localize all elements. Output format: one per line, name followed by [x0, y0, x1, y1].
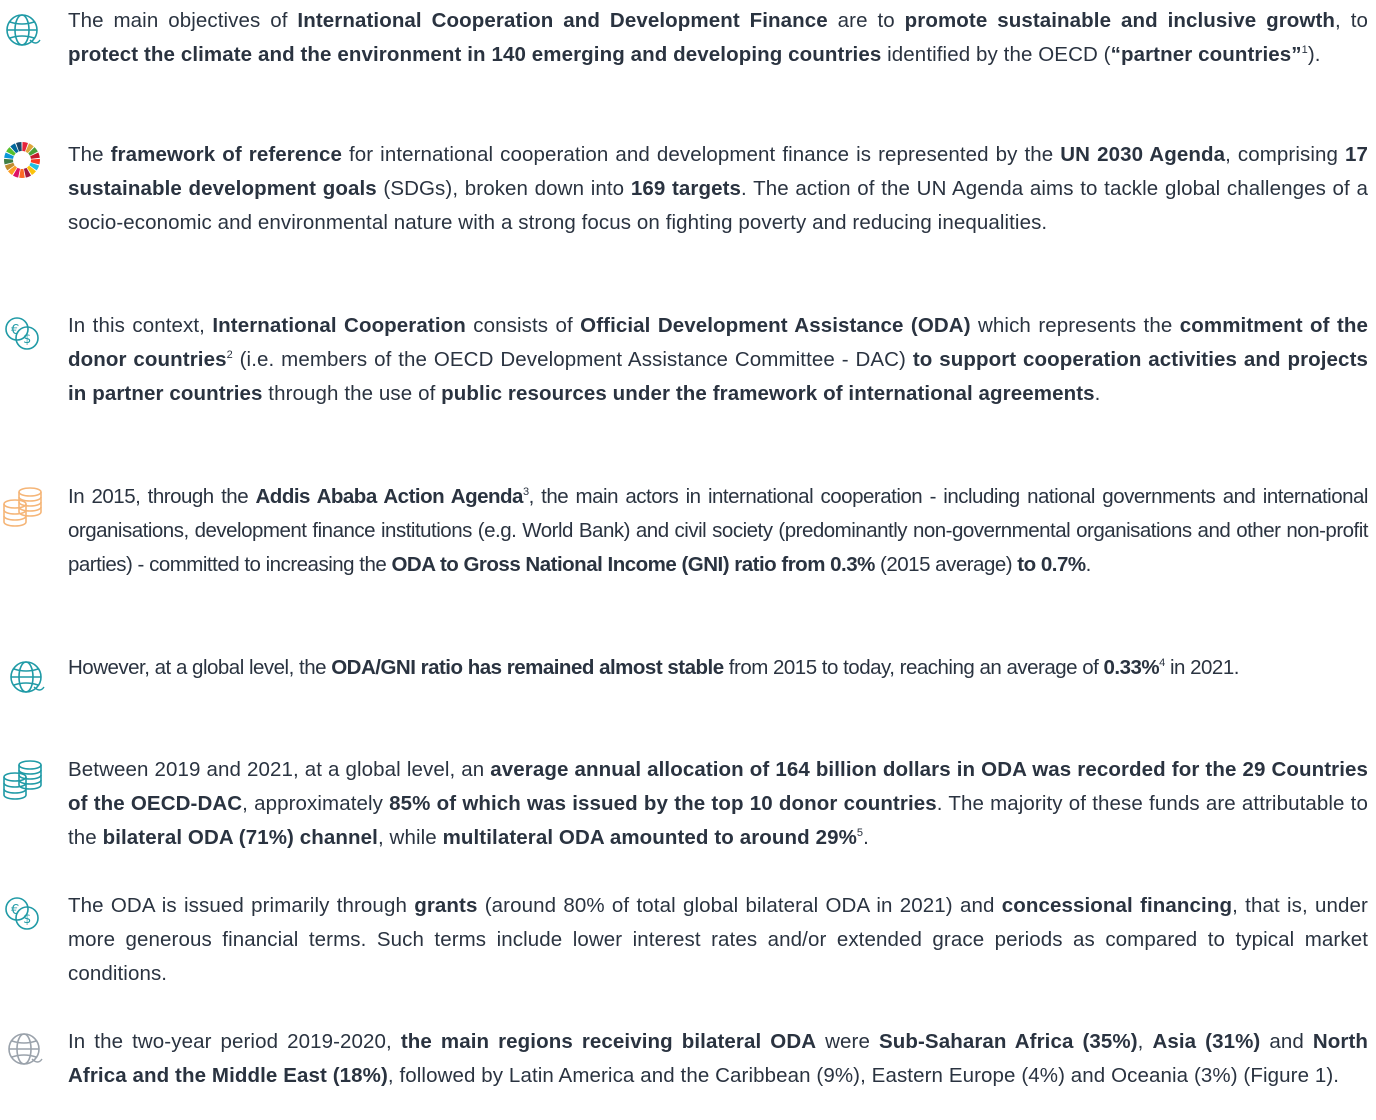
- footnote-ref[interactable]: 1: [1301, 44, 1308, 57]
- body-text: through the use of: [262, 382, 442, 405]
- paragraph-text: [68, 4, 1368, 72]
- body-text: , the main actors in international cooperation - including national governments and international organisations, development finance institutions (e.g. World Bank) and civil society (predominantly non-governmental organisations and other non-profit parties) - committed to increasing the: [68, 485, 1368, 576]
- bold-text: framework of reference: [110, 143, 342, 166]
- bold-text: average annual allocation of 164 billion dollars in ODA was recorded for the 29 Countries of the OECD-DAC: [68, 758, 1369, 815]
- body-text: . The action of the UN Agenda aims to tackle global challenges of a socio-economic and environmental nature with a strong focus on fighting poverty and reducing inequalities.: [68, 177, 1368, 234]
- paragraph-text: [68, 309, 1368, 411]
- bold-text: North Africa and the Middle East (18%): [68, 1030, 1368, 1087]
- body-text: The ODA is issued primarily through: [68, 894, 415, 917]
- bold-text: Asia (31%): [1152, 1030, 1261, 1053]
- bold-text: protect the climate and the environment in 140 emerging and developing countries: [68, 43, 882, 66]
- body-text: (around 80% of total global bilateral ODA in 2021) and: [477, 894, 1002, 917]
- currency-exchange-icon: [2, 893, 46, 937]
- body-text: for international cooperation and development finance is represented by the: [341, 143, 1061, 166]
- svg-text:€: €: [11, 323, 20, 338]
- paragraph-text: [68, 753, 1368, 855]
- body-text: The: [68, 143, 111, 166]
- sdg-wheel-icon: [2, 140, 46, 184]
- bold-text: International Cooperation: [212, 314, 466, 337]
- body-text: ).: [1307, 43, 1321, 66]
- bold-text: International Cooperation and Development Finance: [297, 9, 828, 32]
- bold-text: 85% of which was issued by the top 10 donor countries: [389, 792, 937, 815]
- bold-text: to support cooperation activities and projects in partner countries: [68, 348, 1368, 405]
- body-text: (SDGs), broken down into: [376, 177, 631, 200]
- body-text: However, at a global level, the: [68, 656, 332, 679]
- globe-icon: [2, 10, 46, 54]
- body-text: from 2015 to today, reaching an average of: [723, 656, 1104, 679]
- bold-text: bilateral ODA (71%) channel: [102, 826, 378, 849]
- body-text: .: [1094, 382, 1101, 405]
- body-text: identified by the OECD (: [881, 43, 1111, 66]
- body-text: (2015 average): [874, 553, 1018, 576]
- bold-text: public resources under the framework of international agreements: [441, 382, 1095, 405]
- bold-text: 0.33%: [1103, 656, 1160, 679]
- bold-text: the main regions receiving bilateral ODA: [400, 1030, 817, 1053]
- body-text: Between 2019 and 2021, at a global level, an: [68, 758, 491, 781]
- body-text: , approximately: [242, 792, 390, 815]
- footnote-ref[interactable]: 4: [1159, 657, 1165, 670]
- bold-text: “partner countries”: [1110, 43, 1302, 66]
- body-text: In 2015, through the: [68, 485, 256, 508]
- bold-text: multilateral ODA amounted to around 29%: [442, 826, 857, 849]
- paragraph-text: [68, 138, 1368, 240]
- paragraph-text: [68, 1025, 1368, 1093]
- paragraph-text: [68, 480, 1368, 582]
- body-text: consists of: [465, 314, 581, 337]
- coins-stack-icon: [2, 484, 46, 528]
- body-text: and: [1260, 1030, 1313, 1053]
- bold-text: ODA to Gross National Income (GNI) ratio from 0.3%: [391, 553, 875, 576]
- coins-stack-icon: [2, 757, 46, 801]
- currency-exchange-icon: [2, 313, 46, 357]
- globe-icon: [6, 657, 50, 701]
- body-text: . The majority of these funds are attributable to the: [68, 792, 1368, 849]
- body-text: in 2021.: [1164, 656, 1239, 679]
- footnote-ref[interactable]: 5: [856, 827, 864, 840]
- body-text: (i.e. members of the OECD Development Assistance Committee - DAC): [232, 348, 913, 371]
- bold-text: UN 2030 Agenda: [1060, 143, 1226, 166]
- globe-icon: [4, 1029, 48, 1073]
- footnote-ref[interactable]: 2: [226, 349, 233, 362]
- body-text: In the two-year period 2019-2020,: [68, 1030, 401, 1053]
- bold-text: grants: [414, 894, 478, 917]
- body-text: .: [1085, 553, 1091, 576]
- sdg-wheel-segment: [19, 169, 25, 178]
- bold-text: 17 sustainable development goals: [68, 143, 1368, 200]
- body-text: The main objectives of: [68, 9, 298, 32]
- bold-text: Official Development Assistance (ODA): [580, 314, 971, 337]
- bold-text: to 0.7%: [1017, 553, 1086, 576]
- bold-text: ODA/GNI ratio has remained almost stable: [331, 656, 724, 679]
- svg-text:$: $: [23, 332, 32, 347]
- body-text: are to: [827, 9, 905, 32]
- bold-text: Sub-Saharan Africa (35%): [878, 1030, 1138, 1053]
- body-text: , while: [377, 826, 443, 849]
- svg-text:$: $: [23, 912, 32, 927]
- body-text: , to: [1335, 9, 1368, 32]
- body-text: were: [816, 1030, 879, 1053]
- body-text: , comprising: [1225, 143, 1345, 166]
- svg-text:€: €: [11, 903, 20, 918]
- bold-text: 169 targets: [630, 177, 742, 200]
- body-text: In this context,: [68, 314, 213, 337]
- body-text: , that is, under more generous financial terms. Such terms include lower interest rates and/or extended grace periods as compared to typical market conditions.: [68, 894, 1368, 985]
- paragraph-text: [68, 651, 1368, 685]
- body-text: which represents the: [970, 314, 1180, 337]
- body-text: .: [863, 826, 869, 849]
- bold-text: Addis Ababa Action Agenda: [255, 485, 523, 508]
- body-text: , followed by Latin America and the Caribbean (9%), Eastern Europe (4%) and Oceania (3%) (Figure 1).: [387, 1064, 1340, 1087]
- bold-text: promote sustainable and inclusive growth: [904, 9, 1336, 32]
- bold-text: commitment of the donor countries: [68, 314, 1368, 371]
- paragraph-text: [68, 889, 1368, 991]
- bold-text: concessional financing: [1001, 894, 1233, 917]
- body-text: ,: [1137, 1030, 1153, 1053]
- footnote-ref[interactable]: 3: [522, 486, 529, 499]
